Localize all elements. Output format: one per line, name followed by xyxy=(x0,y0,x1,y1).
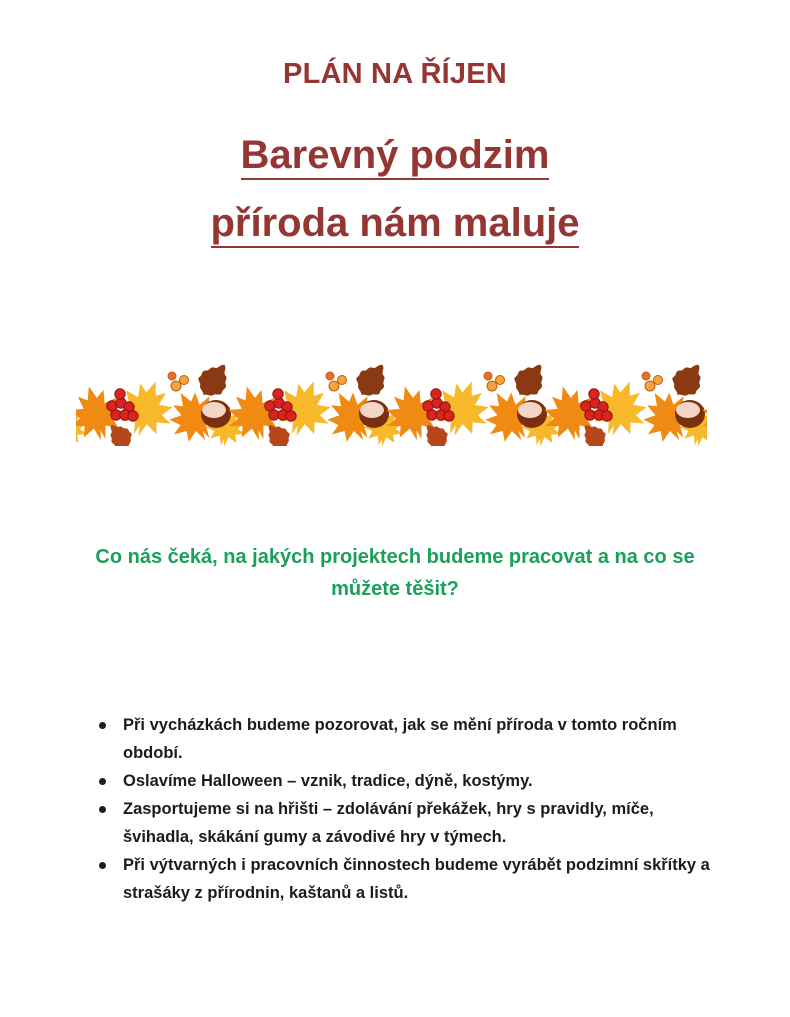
oak-leaf-icon xyxy=(76,358,78,403)
activity-list xyxy=(96,711,716,907)
bullet-icon xyxy=(99,806,106,813)
rosehip-icon xyxy=(329,381,339,391)
rosehip-icon xyxy=(496,376,505,385)
activity-text: Zasportujeme si na hřišti – zdolávání překážek, hry s pravidly, míče, švihadla, skákání gumy a závodivé hry v týmech. xyxy=(123,800,654,846)
rosehip-icon xyxy=(171,381,181,391)
rosehip-icon xyxy=(645,381,655,391)
intro-question: Co nás čeká, na jakých projektech budeme pracovat a na co se můžete těšit? xyxy=(95,546,695,600)
activity-text: Oslavíme Halloween – vznik, tradice, dýně, kostýmy. xyxy=(123,772,533,790)
bullet-icon xyxy=(99,862,106,869)
chestnut-icon xyxy=(517,400,547,428)
rosehip-icon xyxy=(168,372,176,380)
plan-title: PLÁN NA ŘÍJEN xyxy=(283,58,507,90)
rosehip-icon xyxy=(326,372,334,380)
chestnut-icon xyxy=(359,400,389,428)
activity-text: Při vycházkách budeme pozorovat, jak se mění příroda v tomto ročním období. xyxy=(123,716,677,762)
berry-icon xyxy=(128,411,138,421)
activity-item xyxy=(96,711,716,767)
rosehip-icon xyxy=(487,381,497,391)
rosehip-icon xyxy=(654,376,663,385)
headline-line-1-text: Barevný podzim xyxy=(241,133,550,180)
rosehip-icon xyxy=(338,376,347,385)
berry-icon xyxy=(273,389,283,399)
oak-leaf-icon xyxy=(666,358,707,403)
headline-line-2 xyxy=(0,199,790,248)
headline-line-1 xyxy=(0,131,790,180)
chestnut-icon xyxy=(675,400,705,428)
activity-item xyxy=(96,795,716,851)
autumn-leaves-border-icon xyxy=(76,358,707,446)
berry-icon xyxy=(286,411,296,421)
activity-text: Při výtvarných i pracovních činnostech budeme vyrábět podzimní skřítky a strašáky z přírodnin, kaštanů a listů. xyxy=(123,856,710,902)
headline-line-2-text: příroda nám maluje xyxy=(211,201,580,248)
bullet-icon xyxy=(99,722,106,729)
berry-icon xyxy=(115,389,125,399)
rosehip-icon xyxy=(642,372,650,380)
rosehip-icon xyxy=(180,376,189,385)
chestnut-icon xyxy=(201,400,231,428)
activity-item xyxy=(96,767,716,795)
activity-item xyxy=(96,851,716,907)
oak-leaf-icon xyxy=(192,358,236,403)
oak-leaf-icon xyxy=(350,358,394,403)
berry-icon xyxy=(444,411,454,421)
bullet-icon xyxy=(99,778,106,785)
berry-icon xyxy=(602,411,612,421)
rosehip-icon xyxy=(484,372,492,380)
berry-icon xyxy=(431,389,441,399)
berry-icon xyxy=(589,389,599,399)
oak-leaf-icon xyxy=(508,358,552,403)
